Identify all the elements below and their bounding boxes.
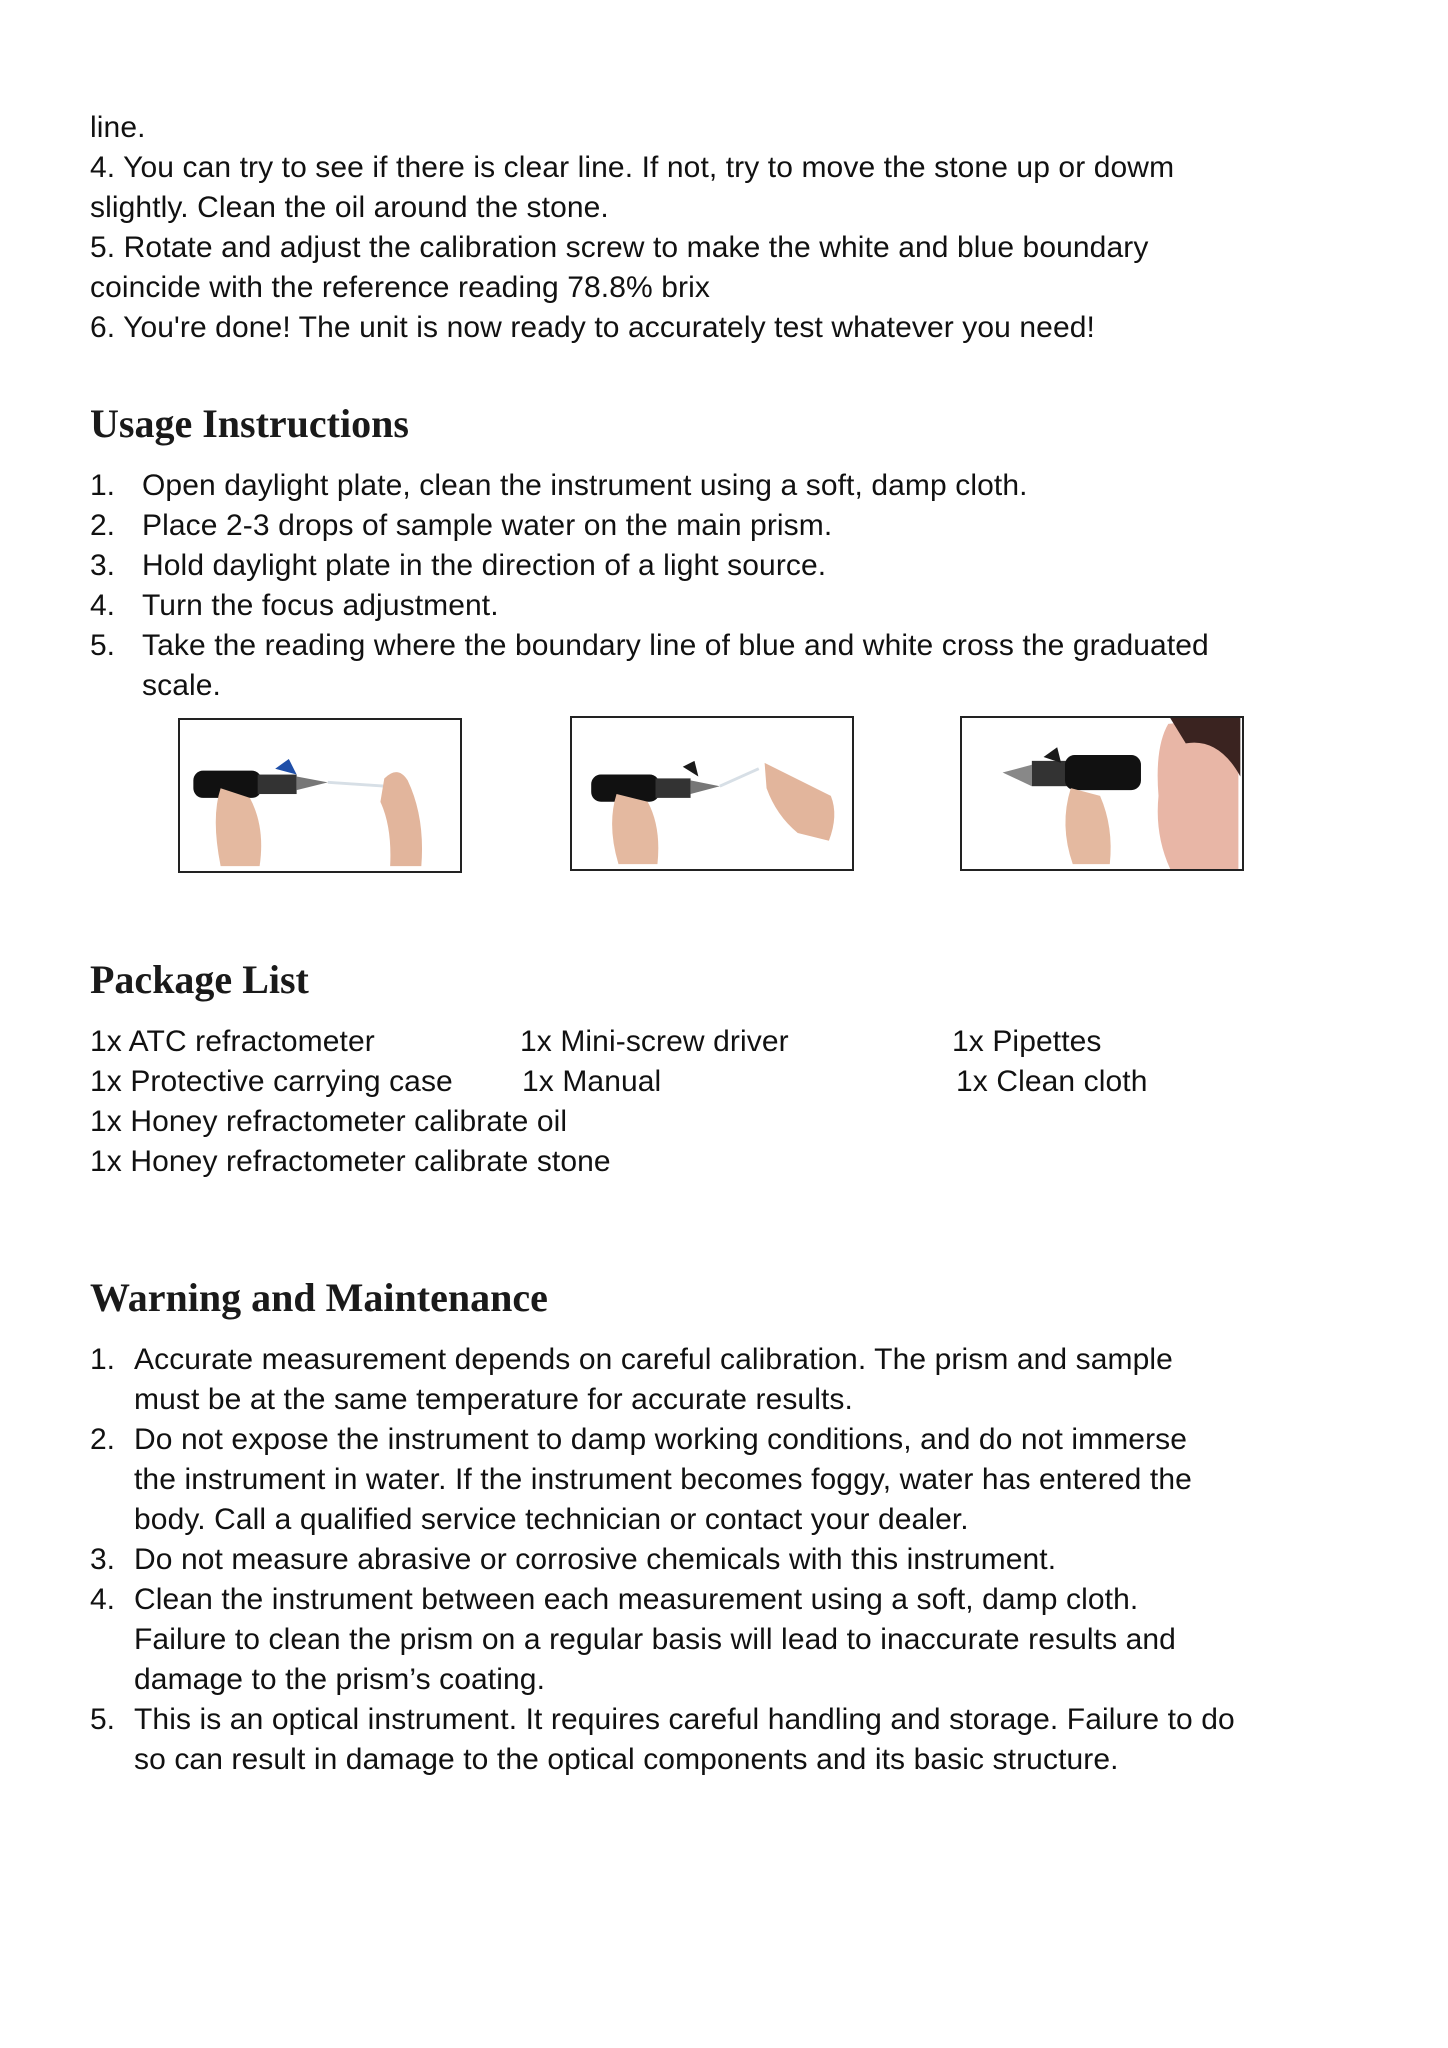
usage-item-number: 1. <box>90 469 116 502</box>
package-item: 1x Protective carrying case <box>90 1065 453 1098</box>
usage-item-number: 3. <box>90 549 116 582</box>
warning-item-number: 2. <box>90 1423 116 1456</box>
warning-item-text: damage to the prism’s coating. <box>134 1663 546 1696</box>
warning-item-text: Do not measure abrasive or corrosive chemicals with this instrument. <box>134 1543 1057 1576</box>
refractometer-illustration <box>962 718 1242 869</box>
warning-item-number: 4. <box>90 1583 116 1616</box>
photo-apply-sample <box>178 718 462 873</box>
usage-item-text: Hold daylight plate in the direction of a light source. <box>142 549 827 582</box>
calibration-line: coincide with the reference reading 78.8% brix <box>90 271 710 304</box>
package-item: 1x Manual <box>522 1065 662 1098</box>
warning-item-text: Failure to clean the prism on a regular basis will lead to inaccurate results and <box>134 1623 1176 1656</box>
warning-item-text: Do not expose the instrument to damp working conditions, and do not immerse <box>134 1423 1188 1456</box>
warning-item-text: Accurate measurement depends on careful calibration. The prism and sample <box>134 1343 1173 1376</box>
package-item: 1x ATC refractometer <box>90 1025 375 1058</box>
usage-heading: Usage Instructions <box>90 401 409 446</box>
package-item: 1x Honey refractometer calibrate oil <box>90 1105 568 1138</box>
warning-item-text: the instrument in water. If the instrument becomes foggy, water has entered the <box>134 1463 1192 1496</box>
calibration-line: 4. You can try to see if there is clear line. If not, try to move the stone up or dowm <box>90 151 1175 184</box>
calibration-line: 6. You're done! The unit is now ready to accurately test whatever you need! <box>90 311 1095 344</box>
warning-item-number: 5. <box>90 1703 116 1736</box>
usage-item-number: 4. <box>90 589 116 622</box>
usage-item-text: Turn the focus adjustment. <box>142 589 499 622</box>
usage-item-text: Place 2-3 drops of sample water on the main prism. <box>142 509 833 542</box>
package-heading: Package List <box>90 957 309 1002</box>
calibration-line: slightly. Clean the oil around the stone. <box>90 191 609 224</box>
usage-item-text: Open daylight plate, clean the instrument using a soft, damp cloth. <box>142 469 1028 502</box>
usage-item-number: 2. <box>90 509 116 542</box>
warning-item-text: must be at the same temperature for accurate results. <box>134 1383 853 1416</box>
refractometer-illustration <box>572 718 852 869</box>
warning-item-text: This is an optical instrument. It requires careful handling and storage. Failure to do <box>134 1703 1235 1736</box>
calibration-line: line. <box>90 111 146 144</box>
warning-item-text: body. Call a qualified service technician or contact your dealer. <box>134 1503 969 1536</box>
warning-heading: Warning and Maintenance <box>90 1275 548 1320</box>
usage-item-text: scale. <box>142 669 221 702</box>
warning-item-number: 1. <box>90 1343 116 1376</box>
calibration-line: 5. Rotate and adjust the calibration screw to make the white and blue boundary <box>90 231 1149 264</box>
warning-item-number: 3. <box>90 1543 116 1576</box>
usage-item-text: Take the reading where the boundary line of blue and white cross the graduated <box>142 629 1209 662</box>
refractometer-illustration <box>180 720 460 871</box>
package-item: 1x Honey refractometer calibrate stone <box>90 1145 611 1178</box>
package-item: 1x Clean cloth <box>956 1065 1148 1098</box>
package-item: 1x Mini-screw driver <box>520 1025 789 1058</box>
photo-close-plate <box>570 716 854 871</box>
warning-item-text: so can result in damage to the optical components and its basic structure. <box>134 1743 1119 1776</box>
warning-item-text: Clean the instrument between each measurement using a soft, damp cloth. <box>134 1583 1139 1616</box>
usage-item-number: 5. <box>90 629 116 662</box>
package-item: 1x Pipettes <box>952 1025 1102 1058</box>
photo-read-scale <box>960 716 1244 871</box>
